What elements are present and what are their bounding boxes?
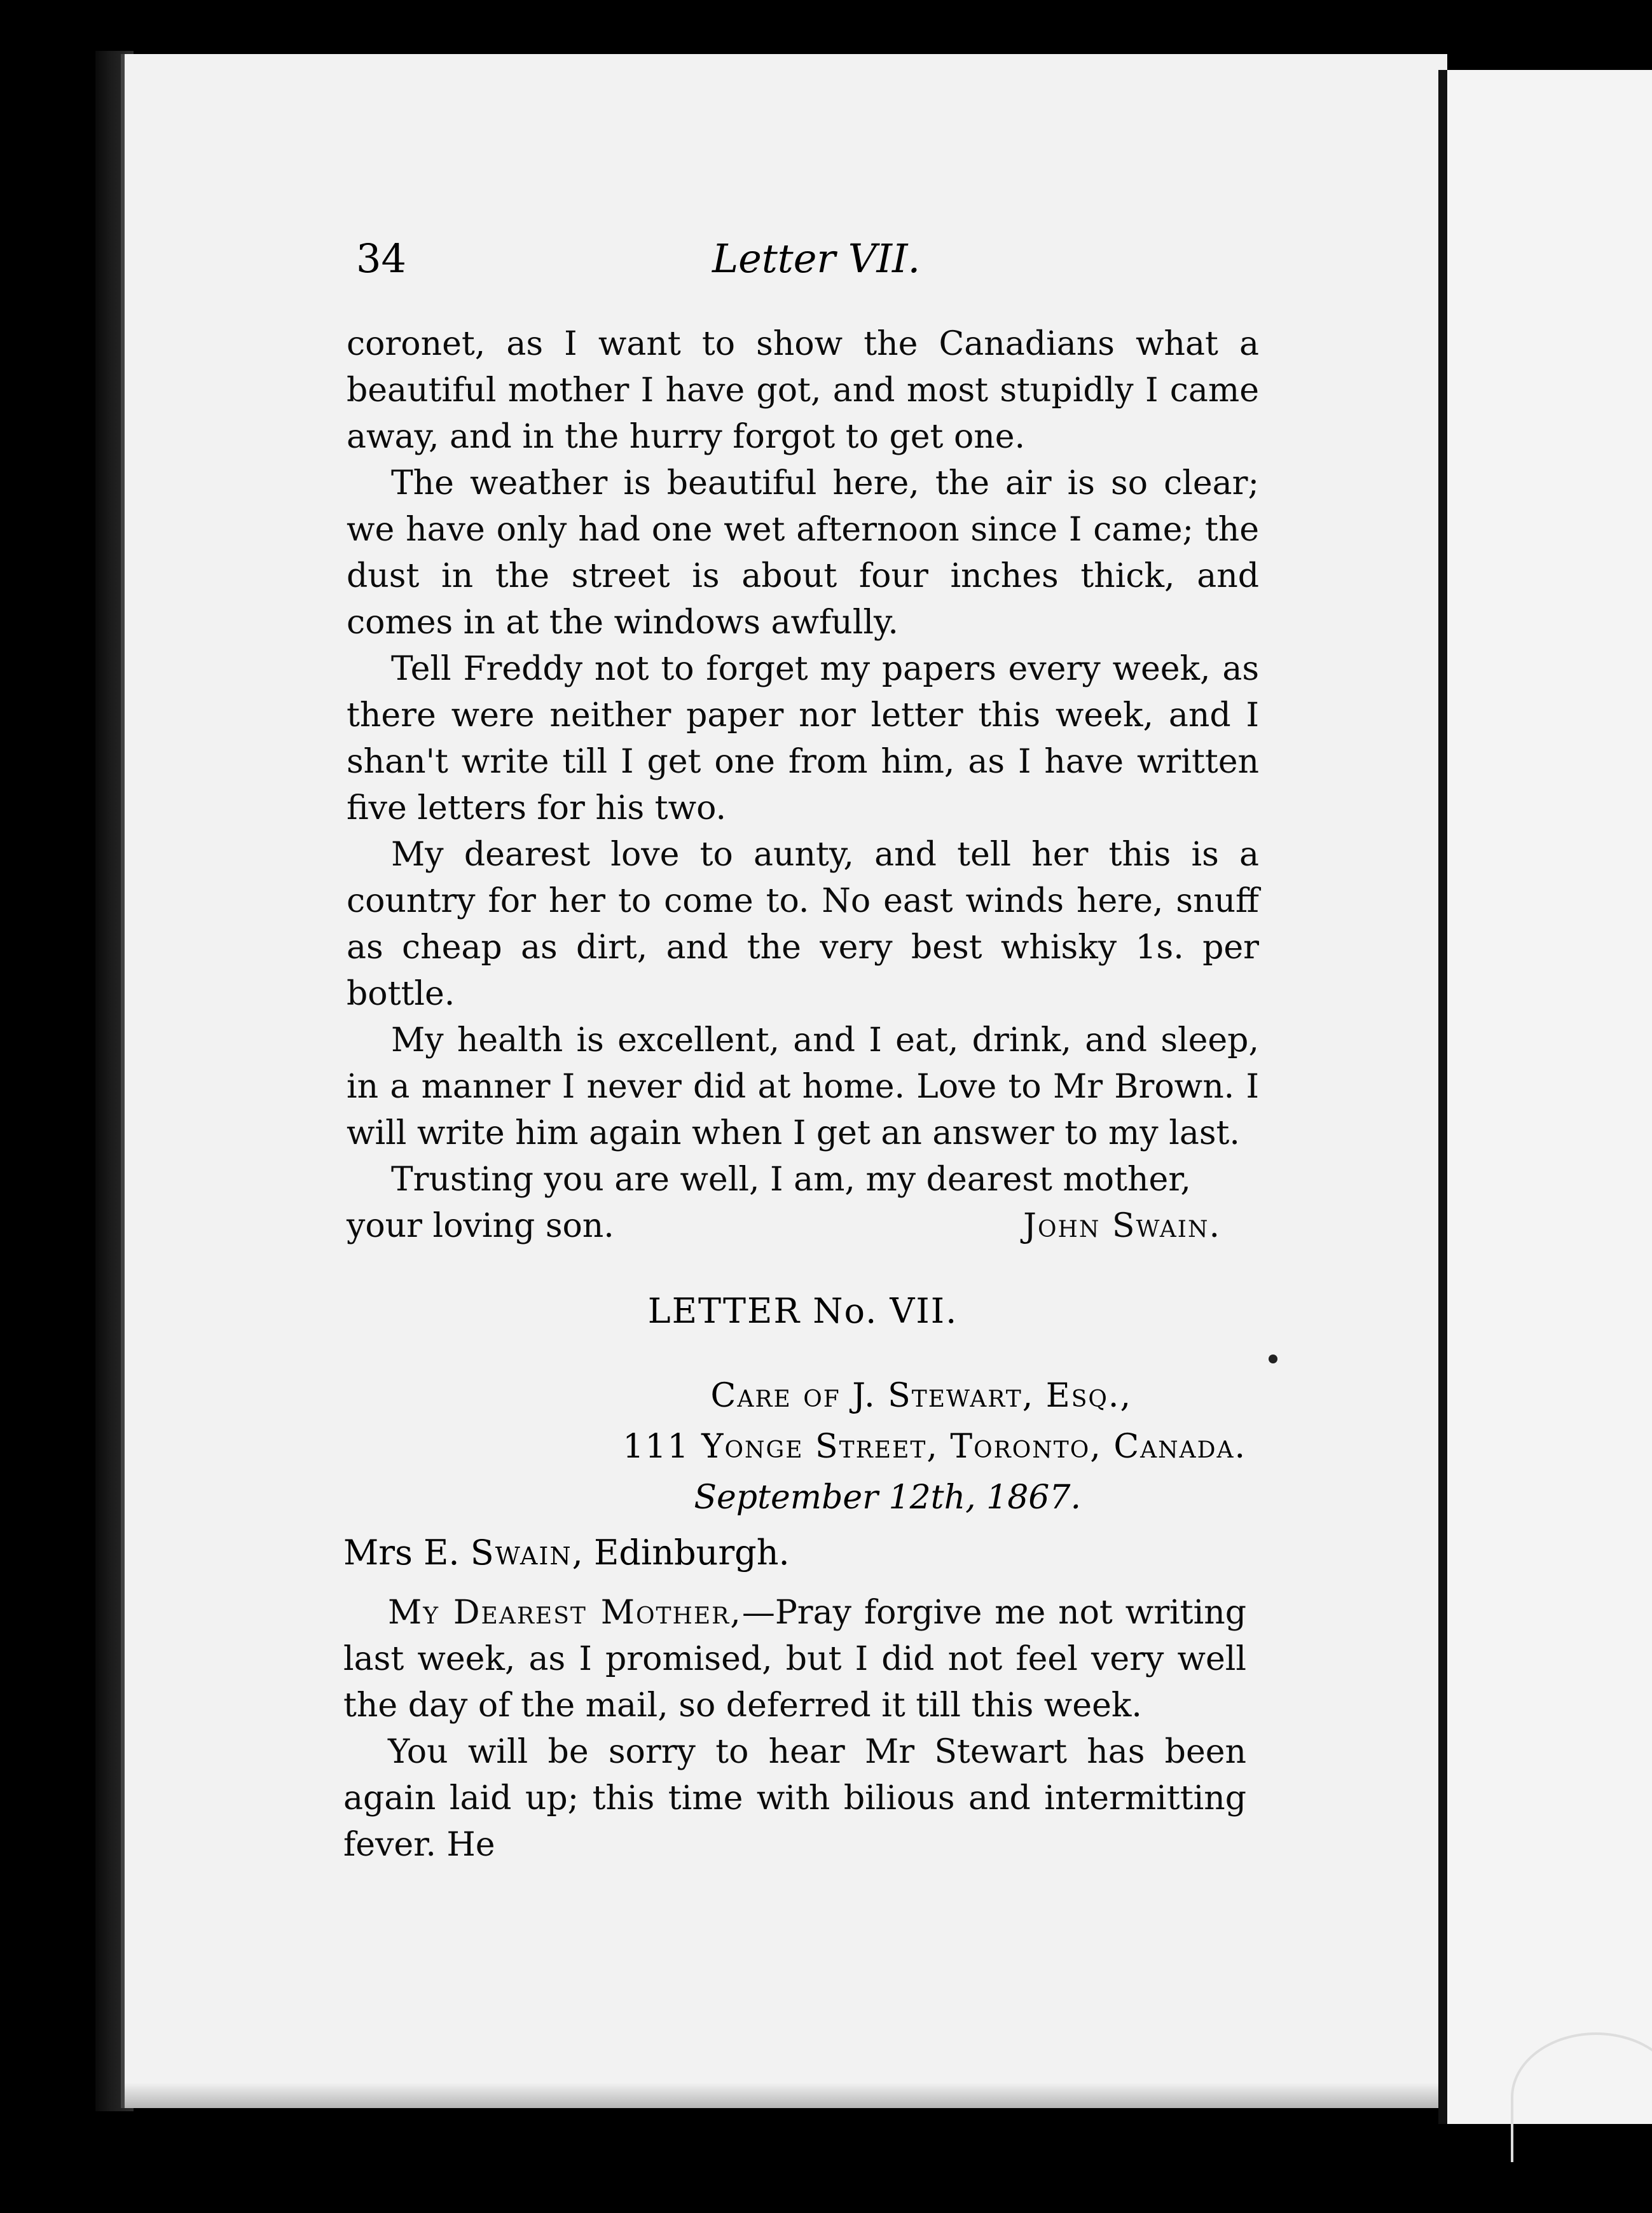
paragraph: Tell Freddy not to forget my papers every week, as there were neither paper nor letter this week, and I shan't write till I get one from him, as I have written five letters for his two. [347, 650, 1259, 827]
recipient-prefix: Mrs E. [343, 1533, 471, 1573]
letter-date: September 12th, 1867. [694, 1479, 1081, 1517]
page-curl [1511, 2032, 1652, 2162]
paragraph-closing: Trusting you are well, I am, my dearest mother, [391, 1161, 1191, 1199]
letter-title: LETTER No. VII. [647, 1291, 958, 1331]
letter-body-continued [347, 321, 1259, 1250]
salutation: My Dearest Mother, [388, 1594, 742, 1632]
signature: John Swain. [1023, 1207, 1221, 1245]
paragraph: My dearest love to aunty, and tell her this is a country for her to come to. No east winds here, snuff as cheap as dirt, and the very best whisky 1s. per bottle. [347, 836, 1259, 1013]
recipient-name: Swain [470, 1533, 572, 1573]
recipient-line [343, 1533, 790, 1573]
paragraph-text: —Pray forgive me not writing last week, as I promised, but I did not feel very well the day of the mail, so deferred it till this week. [343, 1594, 1246, 1725]
new-letter-body [343, 1590, 1246, 1868]
paragraph [343, 1590, 1246, 1729]
letter-address [347, 1370, 1259, 1523]
page-header [356, 235, 1259, 286]
signoff [347, 1203, 1259, 1250]
facing-page-edge [1443, 70, 1652, 2124]
running-head: Letter VII. [712, 235, 921, 282]
address-line: Care of J. Stewart, Esq., [710, 1377, 1132, 1415]
page-gutter [1438, 70, 1443, 2124]
closing-text: your loving son. [347, 1207, 614, 1245]
paragraph: The weather is beautiful here, the air is so clear; we have only had one wet afternoon since I came; the dust in the street is about four inches thick, and comes in at the windows awfully. [347, 464, 1259, 642]
ink-speck [1269, 1355, 1277, 1363]
paragraph: You will be sorry to hear Mr Stewart has been again laid up; this time with bilious and intermitting fever. He [343, 1733, 1246, 1864]
paragraph: My health is excellent, and I eat, drink, and sleep, in a manner I never did at home. Love to Mr Brown. I will write him again when I get an answer to my last. [347, 1021, 1259, 1152]
address-line: 111 Yonge Street, Toronto, Canada. [623, 1428, 1246, 1466]
page-number: 34 [356, 235, 406, 282]
recipient-suffix: , Edinburgh. [572, 1533, 790, 1573]
paragraph: coronet, as I want to show the Canadians what a beautiful mother I have got, and most stupidly I came away, and in the hurry forgot to get one. [347, 325, 1259, 456]
